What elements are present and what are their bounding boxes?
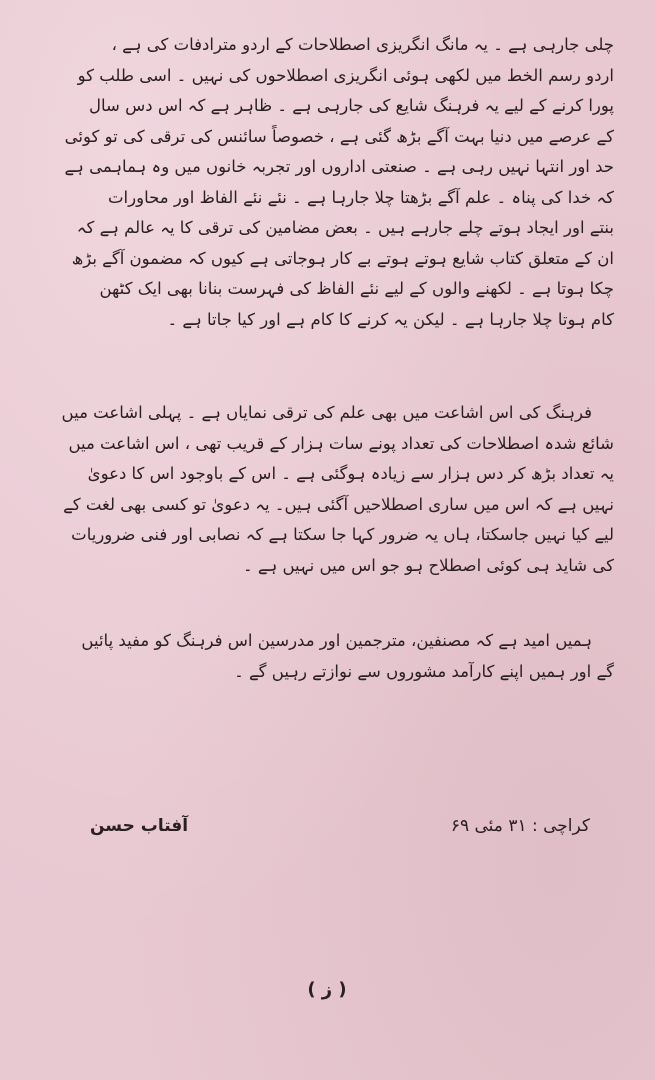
text-line: چلی جارہی ہے ۔ یہ مانگ انگریزی اصطلاحات کے اردو مترادفات کی ہے ، [111,35,614,54]
text-line: کی شاید ہی کوئی اصطلاح ہو جو اس میں نہیں ہے ۔ [242,555,614,575]
text-line: لیے کیا نہیں جاسکتا، ہاں یہ ضرور کہا جا سکتا ہے کہ نصابی اور فنی ضروریات [71,525,614,544]
text-line: کہ خدا کی پناہ ۔ علم آگے بڑھتا چلا جارہا ہے ۔ نئے نئے الفاظ اور محاورات [108,187,614,207]
text-line: گے اور ہمیں اپنے کارآمد مشوروں سے نوازتے رہیں گے ۔ [234,661,614,681]
text-line: شائع شدہ اصطلاحات کی تعداد پونے سات ہزار کے قریب تھی ، اس اشاعت میں [68,433,614,453]
text-line: یہ تعداد بڑھ کر دس ہزار سے زیادہ ہوگئی ہے ۔ اس کے باوجود اس کا دعویٰ [87,464,614,483]
text-line: حد اور انتہا نہیں رہی ہے ۔ صنعتی اداروں اور تجربہ خانوں میں وہ ہماہمی ہے [64,157,614,176]
text-line: چکا ہوتا ہے ۔ لکھنے والوں کے لیے نئے الفاظ کی فہرست بنانا بھی ایک کٹھن [99,279,614,298]
text-line: نہیں ہے کہ اس میں ساری اصطلاحیں آگئی ہیں۔ یہ دعویٰ تو کسی بھی لغت کے [63,494,614,514]
paragraph-3 [44,626,614,687]
text-line: کے عرصے میں دنیا بہت آگے بڑھ گئی ہے ، خصوصاً سائنس کی ترقی کی تو کوئی [64,126,614,146]
text-line: فرہنگ کی اس اشاعت میں بھی علم کی ترقی نمایاں ہے ۔ پہلی اشاعت میں [61,403,592,422]
author-name: آفتاب حسن [90,816,189,836]
paragraph-2 [44,398,614,581]
text-line: بنتے اور ایجاد ہوتے چلے جارہے ہیں ۔ بعض مضامین کی ترقی کا یہ عالم ہے کہ [76,218,614,237]
text-line: پورا کرنے کے لیے یہ فرہنگ شایع کی جارہی ہے ۔ ظاہر ہے کہ اس دس سال [89,96,614,115]
page-number: ( ز ) [307,979,347,1000]
signoff [90,810,590,842]
paragraph-1 [44,30,614,335]
text-line: ان کے متعلق کتاب شایع ہوتے ہوتے بے کار ہوجاتی ہے کیوں کہ مضمون آگے بڑھ [71,248,614,268]
text-line: اردو رسم الخط میں لکھی ہوئی انگریزی اصطلاحوں کی نہیں ۔ اسی طلب کو [77,65,614,85]
text-line: ہمیں امید ہے کہ مصنفین، مترجمین اور مدرسین اس فرہنگ کو مفید پائیں [81,631,592,650]
place-date: کراچی : ۳۱ مئی ۶۹ [450,816,590,836]
text-line: کام ہوتا چلا جارہا ہے ۔ لیکن یہ کرنے کا کام ہے اور کیا جاتا ہے ۔ [167,309,614,329]
